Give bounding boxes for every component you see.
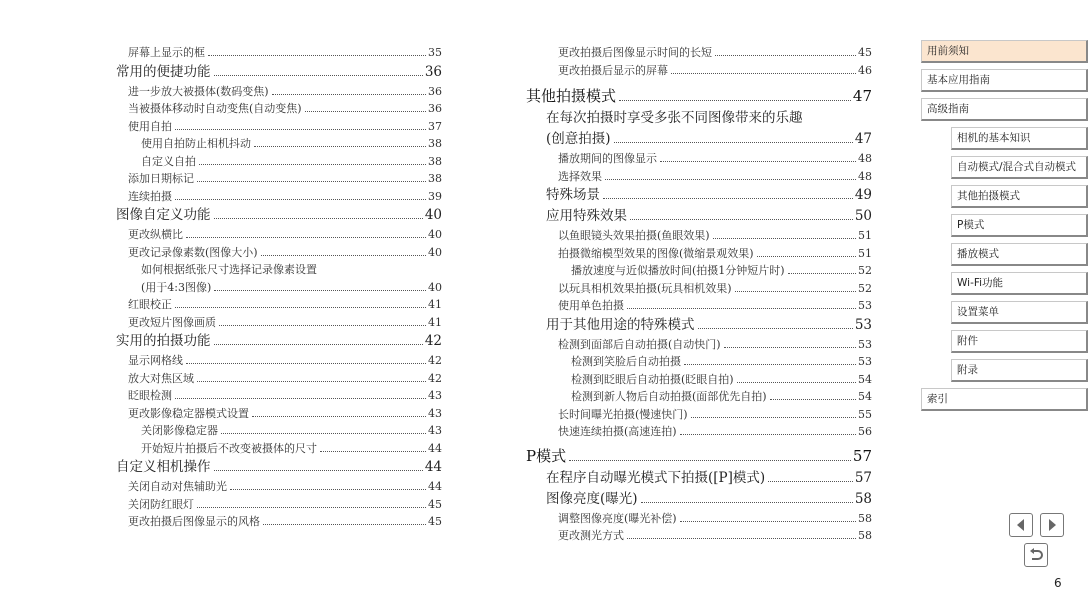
return-button[interactable] <box>1024 543 1048 567</box>
sidebar-item-other-shooting-modes[interactable]: 其他拍摄模式 <box>951 185 1088 208</box>
toc-entry[interactable]: 红眼校正 41 <box>128 298 442 311</box>
toc-section[interactable]: (创意拍摄) 47 <box>546 131 872 147</box>
sidebar-item-before-use[interactable]: 用前须知 <box>921 40 1088 63</box>
toc-entry[interactable]: 更改影像稳定器模式设置 43 <box>128 406 442 420</box>
toc-section[interactable]: 应用特殊效果 50 <box>546 208 872 224</box>
toc-entry[interactable]: 使用自拍 37 <box>128 119 442 133</box>
toc-entry[interactable]: 屏幕上显示的框 35 <box>128 46 442 59</box>
toc-entry[interactable]: 以玩具相机效果拍摄(玩具相机效果) 52 <box>558 281 872 295</box>
toc-section[interactable]: 用于其他用途的特殊模式 53 <box>546 316 872 333</box>
toc-entry[interactable]: 关闭自动对焦辅助光 44 <box>128 480 442 493</box>
toc-subentry[interactable]: 使用自拍防止相机抖动 38 <box>141 137 442 150</box>
toc-entry[interactable]: 使用单色拍摄 53 <box>558 299 872 312</box>
toc-entry[interactable]: 播放期间的图像显示 48 <box>558 152 872 165</box>
toc-section[interactable]: 特殊场景 49 <box>546 187 872 203</box>
toc-section[interactable]: 自定义相机操作 44 <box>116 459 442 475</box>
toc-entry[interactable]: 选择效果 48 <box>558 169 872 183</box>
prev-page-button[interactable] <box>1009 513 1033 537</box>
sidebar-item-auto-mode[interactable]: 自动模式/混合式自动模式 <box>951 156 1088 179</box>
toc-subentry-wrapped[interactable]: 如何根据纸张尺寸选择记录像素设置 <box>141 263 317 276</box>
toc-section[interactable]: 实用的拍摄功能 42 <box>116 333 442 349</box>
toc-mid-column <box>526 44 872 545</box>
toc-entry[interactable]: 连续拍摄 39 <box>128 189 442 203</box>
toc-entry[interactable]: 长时间曝光拍摄(慢速快门) 55 <box>558 407 872 421</box>
toc-entry[interactable]: 添加日期标记 38 <box>128 172 442 185</box>
sidebar-item-wifi[interactable]: Wi-Fi功能 <box>951 272 1088 295</box>
prev-page-icon <box>1010 514 1032 536</box>
next-page-icon <box>1041 514 1063 536</box>
toc-chapter[interactable]: 其他拍摄模式 47 <box>526 87 872 105</box>
toc-entry[interactable]: 眨眼检测 43 <box>128 389 442 402</box>
toc-entry[interactable]: 快速连续拍摄(高速连拍) 56 <box>558 425 872 438</box>
toc-section[interactable]: 图像自定义功能 40 <box>116 207 442 223</box>
toc-left-column <box>116 44 442 531</box>
page-number: 6 <box>1054 576 1062 590</box>
sidebar-item-basic-guide[interactable]: 基本应用指南 <box>921 69 1088 92</box>
sidebar-item-settings-menu[interactable]: 设置菜单 <box>951 301 1088 324</box>
toc-entry[interactable]: 拍摄微缩模型效果的图像(微缩景观效果) 51 <box>558 246 872 260</box>
toc-subentry[interactable]: 检测到眨眼后自动拍摄(眨眼自拍) 54 <box>571 372 872 386</box>
toc-entry[interactable]: 更改拍摄后图像显示的风格 45 <box>128 515 442 528</box>
sidebar-item-playback-mode[interactable]: 播放模式 <box>951 243 1088 266</box>
toc-subentry[interactable]: 自定义自拍 38 <box>141 154 442 168</box>
toc-entry[interactable]: 检测到面部后自动拍摄(自动快门) 53 <box>558 337 872 351</box>
sidebar-item-appendix[interactable]: 附录 <box>951 359 1088 382</box>
toc-entry[interactable]: 进一步放大被摄体(数码变焦) 36 <box>128 84 442 98</box>
toc-subentry[interactable]: 检测到笑脸后自动拍摄 53 <box>571 355 872 368</box>
sidebar-item-camera-basics[interactable]: 相机的基本知识 <box>951 127 1088 150</box>
toc-subentry[interactable]: (用于4:3图像) 40 <box>141 280 442 294</box>
sidebar-item-advanced-guide[interactable]: 高级指南 <box>921 98 1088 121</box>
sidebar-item-accessories[interactable]: 附件 <box>951 330 1088 353</box>
toc-entry[interactable]: 更改记录像素数(图像大小) 40 <box>128 245 442 259</box>
return-icon <box>1025 544 1047 566</box>
toc-entry[interactable]: 更改拍摄后图像显示时间的长短 45 <box>558 46 872 59</box>
toc-entry[interactable]: 更改短片图像画质 41 <box>128 315 442 329</box>
toc-entry[interactable]: 调整图像亮度(曝光补偿) 58 <box>558 511 872 525</box>
toc-entry[interactable]: 更改纵横比 40 <box>128 228 442 241</box>
toc-subentry[interactable]: 检测到新人物后自动拍摄(面部优先自拍) 54 <box>571 390 872 403</box>
next-page-button[interactable] <box>1040 513 1064 537</box>
toc-entry[interactable]: 更改测光方式 58 <box>558 529 872 542</box>
toc-entry[interactable]: 放大对焦区域 42 <box>128 371 442 385</box>
toc-entry[interactable]: 更改拍摄后显示的屏幕 46 <box>558 63 872 77</box>
sidebar-item-index[interactable]: 索引 <box>921 388 1088 411</box>
toc-section[interactable]: 常用的便捷功能 36 <box>116 63 442 80</box>
toc-entry[interactable]: 关闭防红眼灯 45 <box>128 497 442 511</box>
toc-entry[interactable]: 显示网格线 42 <box>128 354 442 367</box>
toc-subentry[interactable]: 开始短片拍摄后不改变被摄体的尺寸 44 <box>141 441 442 455</box>
toc-section-wrapped[interactable]: 在每次拍摄时享受多张不同图像带来的乐趣 <box>546 110 803 126</box>
toc-subentry[interactable]: 关闭影像稳定器 43 <box>141 424 442 437</box>
toc-entry[interactable]: 以鱼眼镜头效果拍摄(鱼眼效果) 51 <box>558 229 872 242</box>
sidebar-nav <box>921 40 1088 417</box>
toc-subentry[interactable]: 播放速度与近似播放时间(拍摄1分钟短片时) 52 <box>571 264 872 277</box>
toc-chapter[interactable]: P模式 57 <box>526 446 872 465</box>
sidebar-item-p-mode[interactable]: P模式 <box>951 214 1088 237</box>
toc-section[interactable]: 图像亮度(曝光) 58 <box>546 490 872 507</box>
toc-section[interactable]: 在程序自动曝光模式下拍摄([P]模式) 57 <box>546 469 872 486</box>
toc-entry[interactable]: 当被摄体移动时自动变焦(自动变焦) 36 <box>128 102 442 115</box>
